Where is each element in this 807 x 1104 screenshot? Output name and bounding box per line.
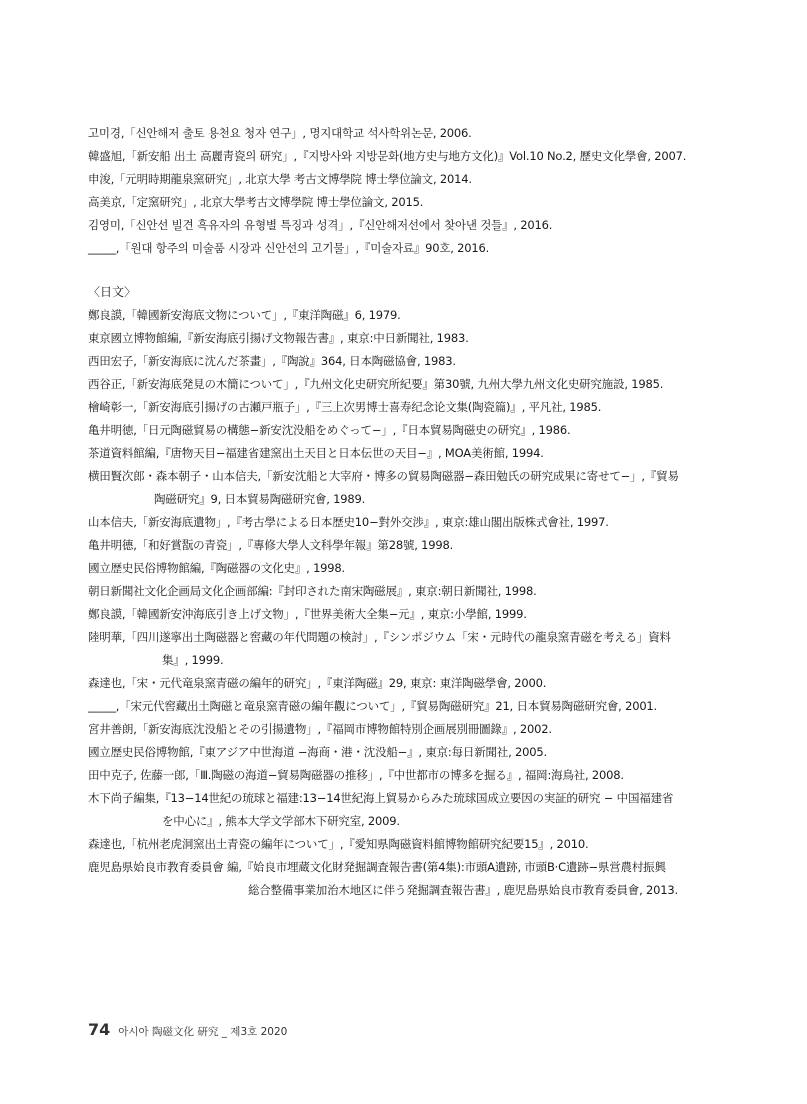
reference-entry: _____,「宋元代窖藏出土陶磁と竜泉窯青磁の編年觀について」,『貿易陶磁研究』21, 日本貿易陶磁研究會, 2001. bbox=[88, 699, 658, 713]
reference-entry: 田中克子, 佐藤一郎,「Ⅲ.陶磁の海道−貿易陶磁器の推移」,『中世都市の博多を掘る』, 福岡:海鳥社, 2008. bbox=[88, 768, 624, 782]
reference-entry: 國立歴史民俗博物館,『東アジア中世海道 −海商・港・沈没船−』, 東京:每日新聞社, 2005. bbox=[88, 745, 547, 759]
reference-entry: 西谷正,「新安海底発見の木簡について」,『九州文化史研究所紀要』第30號, 九州大學九州文化史研究施設, 1985. bbox=[88, 377, 664, 391]
reference-entry: 山本信夫,「新安海底遺物」,『考古學による日本歴史10−對外交渉』, 東京:雄山閣出版株式會社, 1997. bbox=[88, 515, 609, 529]
journal-title: 아시아 陶磁文化 硏究 _ 제3호 2020 bbox=[118, 1026, 288, 1038]
korean-references bbox=[88, 122, 688, 260]
reference-entry: 西田宏子,「新安海底に沈んだ茶畫」,『陶說』364, 日本陶磁協會, 1983. bbox=[88, 354, 456, 368]
reference-entry: 韓盛旭,「新安船 出土 高麗靑瓷의 研究」,『지방사와 지방문화(地方史与地方文化)』Vol.10 No.2, 歷史文化學會, 2007. bbox=[88, 149, 687, 163]
reference-entry: 朝日新聞社文化企画局文化企画部編:『封印された南宋陶磁展』, 東京:朝日新聞社, 1998. bbox=[88, 584, 537, 598]
page-footer bbox=[88, 1020, 287, 1039]
reference-entry: 鄭良謨,「韓國新安海底文物について」,『東洋陶磁』6, 1979. bbox=[88, 308, 401, 322]
reference-entry: 鹿児島県姶良市教育委員會 編,『姶良市埋蔵文化財発掘調査報告書(第4集):市頭A遺跡, 市頭B·C遺跡−県営農村振興 bbox=[88, 860, 666, 874]
reference-entry: 고미경,「신안해저 출토 용천요 청자 연구」, 명지대학교 석사학위논문, 2006. bbox=[88, 126, 472, 140]
section-heading-japanese: 〈日文〉 bbox=[88, 285, 137, 299]
reference-entry: 亀井明德,「和好賞翫の青瓷」,『專修大學人文科學年報』第28號, 1998. bbox=[88, 538, 454, 552]
reference-entry: 東京國立博物館編,『新安海底引揚げ文物報告書』, 東京:中日新聞社, 1983. bbox=[88, 331, 469, 345]
reference-entry: 國立歴史民俗博物館編,『陶磁器の文化史』, 1998. bbox=[88, 561, 345, 575]
reference-entry: 申浚,「元明時期龍泉窯研究」, 北京大學 考古文博學院 博士學位論文, 2014. bbox=[88, 172, 472, 186]
reference-entry: 陸明華,「四川遂寧出土陶磁器と窖藏の年代問題の検討」,『シンポジウム「宋・元時代の龍泉窯青磁を考える」資料 bbox=[88, 630, 671, 644]
reference-entry: 高美京,「定窯研究」, 北京大學考古文博學院 博士學位論文, 2015. bbox=[88, 195, 424, 209]
reference-entry: 鄭良謨,「韓國新安沖海底引き上げ文物」,『世界美術大全集−元』, 東京:小學館, 1999. bbox=[88, 607, 527, 621]
reference-list bbox=[88, 122, 688, 902]
section-gap bbox=[88, 260, 688, 281]
reference-entry: 宮井善朗,「新安海底沈没船とその引揚遺物」,『福岡市博物館特別企画展別冊圖錄』, 2002. bbox=[88, 722, 552, 736]
reference-continuation: を中心に』, 熊本大学文学部木下研究室, 2009. bbox=[162, 814, 400, 828]
reference-entry: 亀井明徳,「日元陶磁貿易の構態−新安沈没船をめぐって−」,『日本貿易陶磁史の研究』, 1986. bbox=[88, 423, 571, 437]
page-number: 74 bbox=[88, 1020, 111, 1039]
reference-entry: 檜崎彰一,「新安海底引揚げの古瀬戸瓶子」,『三上次男博士喜寿纪念论文集(陶瓷篇)』, 平凡社, 1985. bbox=[88, 400, 602, 414]
reference-entry: 茶道資料館編,『唐物天目−福建省建窯出土天目と日本伝世の天目−』, MOA美術館, 1994. bbox=[88, 446, 544, 460]
reference-entry: 横田賢次郎・森本朝子・山本信夫,「新安沈船と大宰府・博多の貿易陶磁器−森田勉氏の研究成果に寄せて−」,『貿易 bbox=[88, 469, 679, 483]
reference-entry: 森達也,「杭州老虎洞窯出土青瓷の編年について」,『愛知県陶磁資料館博物館研究紀要15』, 2010. bbox=[88, 837, 589, 851]
reference-continuation: 総合整備事業加治木地区に伴う発掘調査報告書』, 鹿児島県姶良市教育委員會, 2013. bbox=[248, 883, 678, 897]
reference-entry: 森達也,「宋・元代竜泉窯青磁の編年的研究」,『東洋陶磁』29, 東京: 東洋陶磁學會, 2000. bbox=[88, 676, 547, 690]
reference-entry: 김영미,「신안선 빌견 흑유자의 유형별 특징과 성격」,『신안해저선에서 찾아낸 것들』, 2016. bbox=[88, 218, 553, 232]
reference-entry: 木下尚子編集,『13−14世紀の琉球と福建:13−14世紀海上貿易からみた琉球国成立要因の実証的研究 − 中国福建省 bbox=[88, 791, 674, 805]
reference-entry: _____,「원대 항주의 미술품 시장과 신안선의 고기물」,『미술자료』90호, 2016. bbox=[88, 241, 490, 255]
reference-continuation: 集』, 1999. bbox=[162, 653, 224, 667]
japanese-references bbox=[88, 304, 688, 902]
reference-continuation: 陶磁研究』9, 日本貿易陶磁研究會, 1989. bbox=[154, 492, 366, 506]
